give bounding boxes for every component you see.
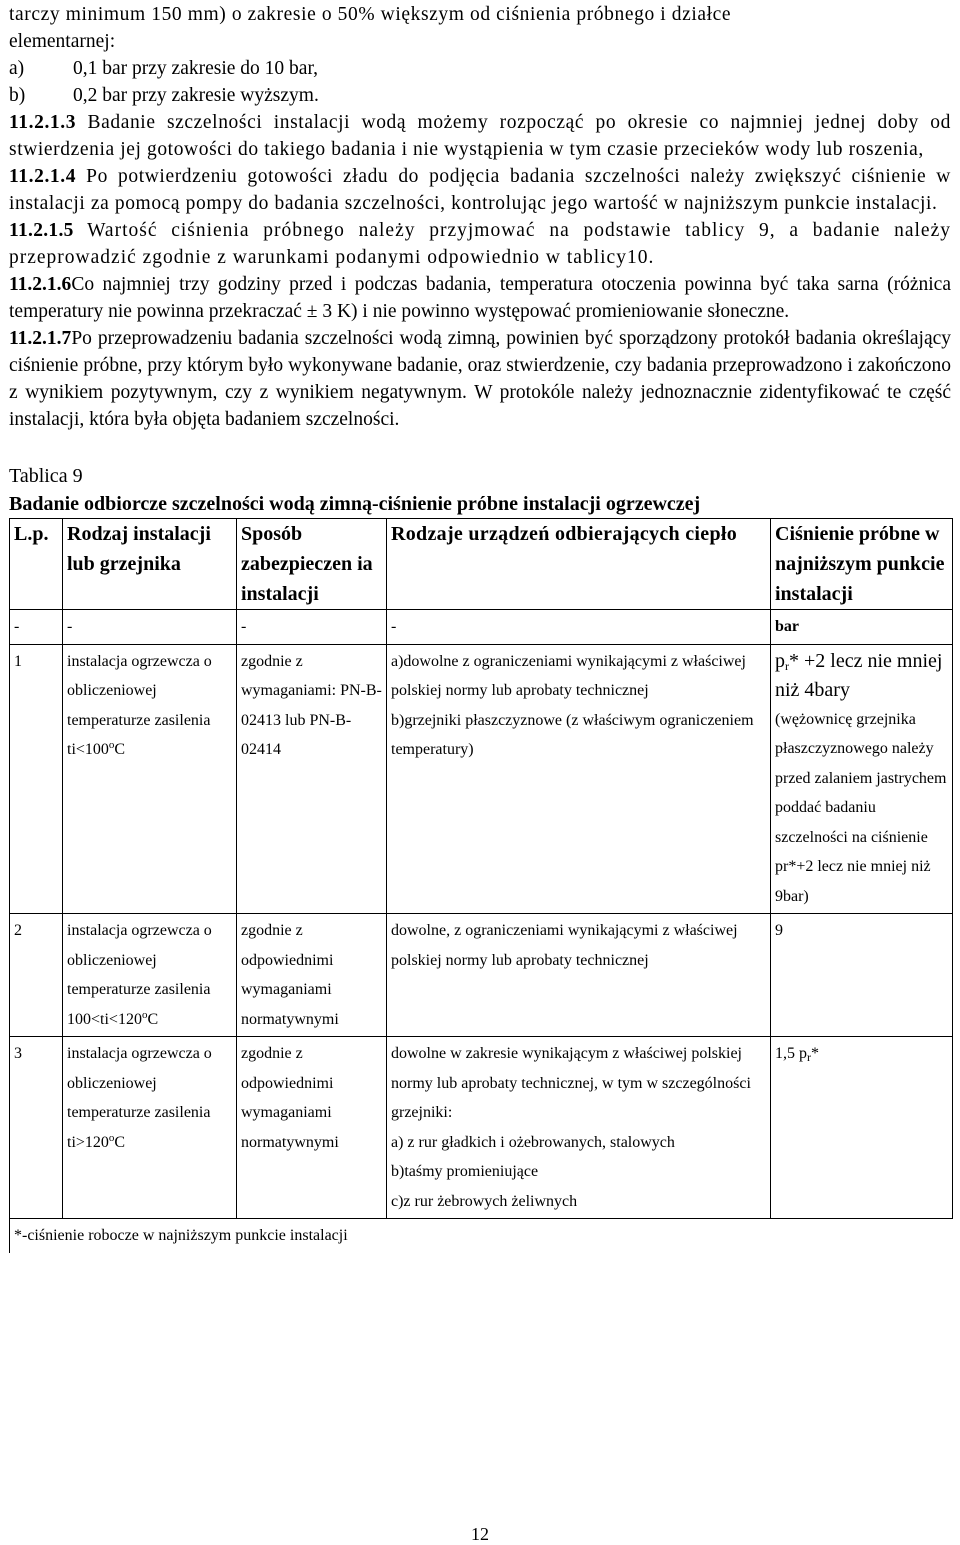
page-number: 12 (471, 1524, 489, 1544)
row-lp: 2 (10, 914, 63, 1037)
table-row (10, 1037, 953, 1219)
unit-text: C (114, 1133, 126, 1151)
rodzaj-text: instalacja ogrzewcza o obliczeniowej temperaturze zasilenia ti<100 (67, 652, 212, 758)
row-cisnienie: 9 (771, 914, 953, 1037)
intro-line-2: elementarnej: (9, 31, 116, 52)
section-text: Po przeprowadzeniu badania szczelności wodą zimną, powinien być sporządzony protokół badania określający ciśnienie próbne, przy którym było wykonywane badanie, oraz stwierdzenie, czy badania przeprowadzono i zakończono z wynikiem pozytywnym, czy z wynikiem negatywnym. W protokóle należy jednoznacznie zidentyfikować te część instalacji, która była objęta badaniem szczelności. (9, 328, 951, 430)
list-item-b-label: b) (9, 85, 26, 106)
header-rodzaj: Rodzaj instalacji lub grzejnika (63, 519, 237, 610)
unit-cell: - (387, 610, 771, 645)
section-text: Badanie szczelności instalacji wodą możemy rozpocząć po okresie co najmniej jednej doby od stwierdzenia jej gotowości do takiego badania i nie wystąpienia w tym czasie przecieków wody lub roszenia, (9, 112, 951, 160)
list-item-a-label: a) (9, 58, 25, 79)
table-footnote-row (10, 1219, 953, 1253)
section-text: Po potwierdzeniu gotowości zładu do podjęcia badania szczelności należy zwiększyć ciśnienie w instalacji za pomocą pompy do badania szczelności, kontrolując jego wartość w najniższym punkcie instalacji. (9, 166, 951, 214)
table-title: Tablica 9 (9, 465, 83, 487)
unit-text: C (114, 741, 126, 758)
degree-sup: o (108, 739, 115, 751)
list-item-a (9, 55, 951, 82)
header-lp: L.p. (10, 519, 63, 610)
table-units-row (10, 610, 953, 645)
pressure-test-table (9, 518, 953, 1253)
section-number: 11.2.1.6 (9, 274, 72, 295)
list-item-a-text: 0,1 bar przy zakresie do 10 bar, (73, 58, 319, 79)
row-sposob: zgodnie z wymaganiami: PN-B-02413 lub PN-B-02414 (237, 644, 387, 914)
cisnienie-main (775, 647, 948, 705)
degree-sup: o (141, 1008, 148, 1021)
row-lp: 1 (10, 644, 63, 914)
section-number: 11.2.1.3 (9, 112, 77, 133)
unit-cell: - (10, 610, 63, 645)
row-cisnienie (771, 644, 953, 914)
row-rodzaj (63, 914, 237, 1037)
table-row (10, 914, 953, 1037)
row-urzadzen: a)dowolne z ograniczeniami wynikającymi z właściwej polskiej normy lub aprobaty technicznej b)grzejniki płaszczyznowe (z właściwym ograniczeniem temperatury) (387, 644, 771, 914)
section-11-2-1-7 (9, 325, 951, 433)
section-11-2-1-3 (9, 109, 951, 163)
section-text: Wartość ciśnienia próbnego należy przyjmować na podstawie tablicy 9, a badanie należy przeprowadzić zgodnie z warunkami podanymi odpowiednio w tablicy10. (9, 220, 951, 268)
table-row (10, 644, 953, 914)
section-11-2-1-5 (9, 217, 951, 271)
cis-main-text: * +2 lecz nie mniej niż 4bary (775, 649, 943, 701)
intro-line-1: tarczy minimum 150 mm) o zakresie o 50% większym od ciśnienia próbnego i działce (9, 4, 732, 25)
unit-cell: - (63, 610, 237, 645)
list-item-b-text: 0,2 bar przy zakresie wyższym. (73, 85, 319, 106)
cisnienie-note: (wężownicę grzejnika płaszczyznowego należy przed zalaniem jastrychem poddać badaniu szczelności na ciśnienie pr*+2 lecz nie mniej niż 9bar) (775, 710, 947, 905)
table-footnote: *-ciśnienie robocze w najniższym punkcie instalacji (10, 1219, 953, 1253)
list-item-b (9, 82, 951, 109)
header-sposob: Sposób zabezpieczen ia instalacji (237, 519, 387, 610)
row-cisnienie (771, 1037, 953, 1219)
cis-text: 1,5 p (775, 1045, 807, 1062)
row-sposob: zgodnie z odpowiednimi wymaganiami normatywnymi (237, 1037, 387, 1219)
cis-star: * (811, 1045, 819, 1062)
cis-symbol: p (775, 649, 785, 672)
section-11-2-1-4 (9, 163, 951, 217)
section-11-2-1-6 (9, 271, 951, 325)
unit-text: C (147, 1010, 159, 1028)
section-text: Co najmniej trzy godziny przed i podczas badania, temperatura otoczenia powinna być taka sarna (różnica temperatury nie powinna przekraczać ± 3 K) i nie powinno występować promieniowanie słoneczne. (9, 274, 951, 322)
table-header-row (10, 519, 953, 610)
cis-subscript: r (807, 1050, 811, 1064)
section-number: 11.2.1.4 (9, 166, 77, 187)
document-page (9, 0, 951, 1253)
unit-cell: - (237, 610, 387, 645)
row-lp: 3 (10, 1037, 63, 1219)
header-urzadzen: Rodzaje urządzeń odbierających ciepło (387, 519, 771, 610)
section-number: 11.2.1.7 (9, 328, 72, 349)
degree-sup: o (108, 1131, 115, 1144)
table-caption: Badanie odbiorcze szczelności wodą zimną-ciśnienie próbne instalacji ogrzewczej (9, 493, 701, 515)
row-urzadzen: dowolne w zakresie wynikającym z właściwej polskiej normy lub aprobaty technicznej, w tym w szczególności grzejniki: a) z rur gładkich i ożebrowanych, stalowych b)taśmy promieniujące c)z rur żebrowych żeliwnych (387, 1037, 771, 1219)
cis-subscript: r (785, 658, 789, 673)
row-urzadzen: dowolne, z ograniczeniami wynikającymi z właściwej polskiej normy lub aprobaty technicznej (387, 914, 771, 1037)
rodzaj-text: instalacja ogrzewcza o obliczeniowej temperaturze zasilenia 100<ti<120 (67, 922, 212, 1028)
rodzaj-text: instalacja ogrzewcza o obliczeniowej temperaturze zasilenia ti>120 (67, 1045, 212, 1151)
header-cisnienie: Ciśnienie próbne w najniższym punkcie instalacji (771, 519, 953, 610)
section-number: 11.2.1.5 (9, 220, 74, 241)
row-sposob: zgodnie z odpowiednimi wymaganiami normatywnymi (237, 914, 387, 1037)
row-rodzaj (63, 1037, 237, 1219)
unit-cell: bar (771, 610, 953, 645)
row-rodzaj (63, 644, 237, 914)
